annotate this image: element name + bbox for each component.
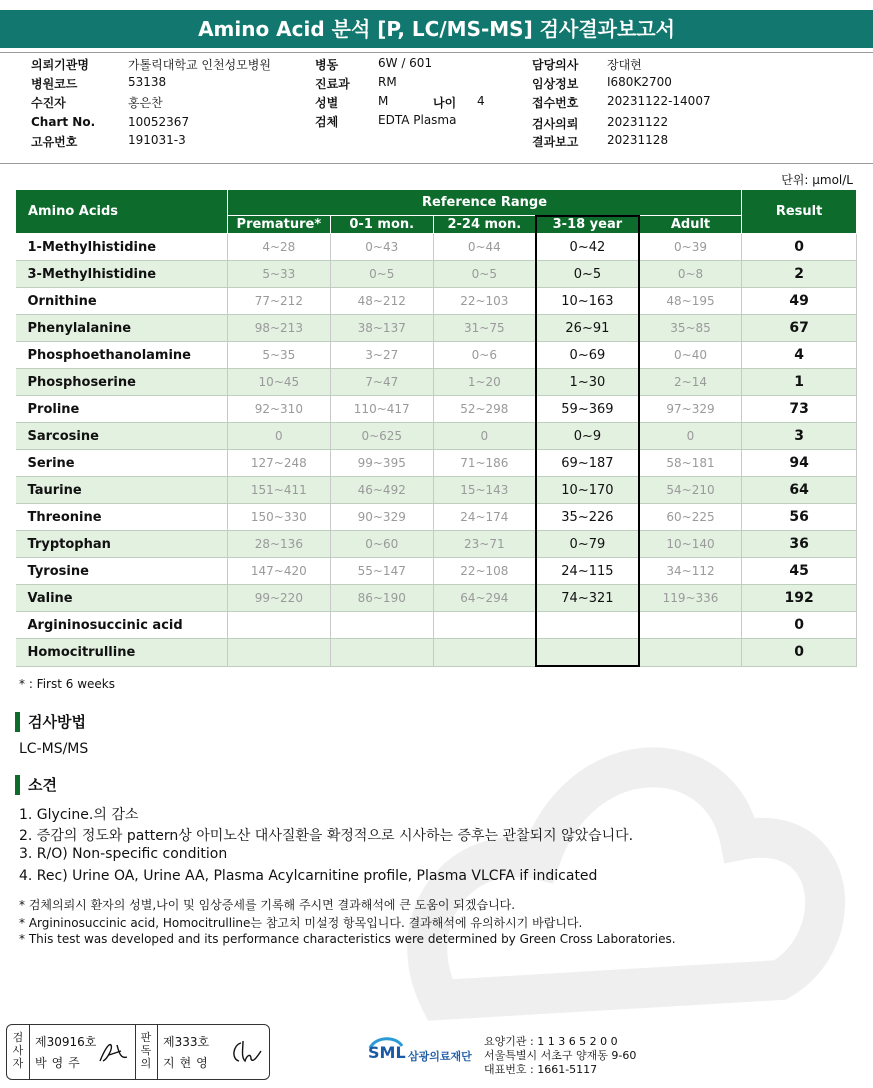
reference-range-cell: 150~330 <box>227 504 330 531</box>
reference-range-cell: 35~226 <box>536 504 639 531</box>
result-value: 36 <box>742 531 857 558</box>
reference-range-cell: 35~85 <box>639 315 742 342</box>
reference-range-cell: 0~69 <box>536 342 639 369</box>
table-row <box>16 531 857 558</box>
reference-range-cell: 74~321 <box>536 585 639 612</box>
amino-acid-name: Valine <box>16 585 228 612</box>
amino-acid-name: Serine <box>16 450 228 477</box>
label-unique-no: 고유번호 <box>31 135 78 149</box>
reference-range-cell: 77~212 <box>227 288 330 315</box>
reference-range-cell <box>330 639 433 667</box>
table-row <box>16 423 857 450</box>
header-col-3 <box>532 56 752 156</box>
value-hospital-code: 53138 <box>128 75 167 89</box>
signature-box <box>6 1024 270 1080</box>
finding-2: 2. 증감의 정도와 pattern상 아미노산 대사질환을 확정적으로 시사하는 증후는 관찰되지 않았습니다. <box>19 828 634 844</box>
value-department: RM <box>378 75 397 89</box>
sig-separator-3 <box>157 1025 158 1079</box>
reference-range-cell: 0 <box>639 423 742 450</box>
value-patient: 홍은찬 <box>128 96 163 110</box>
reference-range-cell: 99~395 <box>330 450 433 477</box>
examiner-signature <box>97 1039 131 1067</box>
reference-range-cell: 7~47 <box>330 369 433 396</box>
header-col-2 <box>315 56 515 156</box>
reference-range-cell: 22~103 <box>433 288 536 315</box>
reference-range-cell: 46~492 <box>330 477 433 504</box>
result-value: 94 <box>742 450 857 477</box>
result-value: 192 <box>742 585 857 612</box>
verifier-label: 판독의 <box>140 1031 152 1070</box>
amino-acid-name: 1-Methylhistidine <box>16 234 228 261</box>
header-ref-3-18-year: 3-18 year <box>536 216 639 234</box>
table-row <box>16 342 857 369</box>
reference-range-cell: 1~30 <box>536 369 639 396</box>
reference-range-cell: 92~310 <box>227 396 330 423</box>
reference-range-cell: 86~190 <box>330 585 433 612</box>
reference-range-cell: 4~28 <box>227 234 330 261</box>
label-clinical-info: 임상정보 <box>532 77 579 91</box>
value-clinical-info: I680K2700 <box>607 75 672 89</box>
header-divider-bottom <box>0 163 873 164</box>
header-ref-premature: Premature* <box>227 216 330 234</box>
value-ward: 6W / 601 <box>378 56 433 70</box>
amino-acid-name: Sarcosine <box>16 423 228 450</box>
reference-range-cell: 38~137 <box>330 315 433 342</box>
amino-acid-name: Ornithine <box>16 288 228 315</box>
label-request-date: 검사의뢰 <box>532 117 579 131</box>
report-title: Amino Acid 분석 [P, LC/MS-MS] 검사결과보고서 <box>0 10 873 48</box>
amino-acid-name: Phenylalanine <box>16 315 228 342</box>
reference-range-cell: 119~336 <box>639 585 742 612</box>
reference-range-cell: 52~298 <box>433 396 536 423</box>
sig-separator-1 <box>29 1025 30 1079</box>
label-chart-no: Chart No. <box>31 115 96 129</box>
reference-range-cell <box>330 612 433 639</box>
reference-range-cell <box>536 612 639 639</box>
reference-range-cell: 0~5 <box>536 261 639 288</box>
amino-acid-name: Phosphoserine <box>16 369 228 396</box>
reference-range-cell: 2~14 <box>639 369 742 396</box>
examiner-license-no: 제30916호 <box>35 1035 97 1049</box>
header-divider-top <box>0 52 873 53</box>
amino-acid-name: Phosphoethanolamine <box>16 342 228 369</box>
reference-range-cell: 0~5 <box>433 261 536 288</box>
reference-range-cell <box>639 639 742 667</box>
label-requesting-institution: 의뢰기관명 <box>31 58 89 72</box>
finding-3: 3. R/O) Non-specific condition <box>19 846 228 862</box>
reference-range-cell: 0~40 <box>639 342 742 369</box>
result-value: 0 <box>742 612 857 639</box>
institution-phone: 대표번호 : 1661-5117 <box>484 1063 598 1076</box>
amino-acid-name: Proline <box>16 396 228 423</box>
verifier-name: 지현영 <box>163 1056 213 1070</box>
reference-range-cell: 0~625 <box>330 423 433 450</box>
method-section-title: 검사방법 <box>15 712 86 732</box>
result-value: 0 <box>742 639 857 667</box>
label-report-date: 결과보고 <box>532 135 579 149</box>
table-row <box>16 396 857 423</box>
reference-range-cell: 0 <box>433 423 536 450</box>
result-value: 64 <box>742 477 857 504</box>
reference-range-cell <box>227 612 330 639</box>
table-row <box>16 288 857 315</box>
label-sex: 성별 <box>315 96 339 110</box>
reference-range-cell: 5~35 <box>227 342 330 369</box>
reference-range-cell: 97~329 <box>639 396 742 423</box>
header-col-1 <box>31 56 291 156</box>
amino-acid-name: Taurine <box>16 477 228 504</box>
examiner-name: 박영주 <box>35 1056 85 1070</box>
reference-range-cell: 71~186 <box>433 450 536 477</box>
table-row <box>16 504 857 531</box>
reference-range-cell: 69~187 <box>536 450 639 477</box>
examiner-label: 검사자 <box>12 1031 24 1070</box>
value-specimen: EDTA Plasma <box>378 113 457 127</box>
reference-range-cell: 54~210 <box>639 477 742 504</box>
note-3: * This test was developed and its performance characteristics were determined by Green Cross Laboratories. <box>19 932 676 946</box>
value-request-date: 20231122 <box>607 115 669 129</box>
table-row <box>16 261 857 288</box>
amino-acid-name: Argininosuccinic acid <box>16 612 228 639</box>
label-specimen: 검체 <box>315 115 339 129</box>
reference-range-cell: 0~79 <box>536 531 639 558</box>
reference-range-cell: 0~9 <box>536 423 639 450</box>
reference-range-cell: 147~420 <box>227 558 330 585</box>
table-row <box>16 585 857 612</box>
label-department: 진료과 <box>315 77 350 91</box>
value-requesting-institution: 가톨릭대학교 인천성모병원 <box>128 58 271 72</box>
reference-range-cell: 22~108 <box>433 558 536 585</box>
reference-range-cell: 0~42 <box>536 234 639 261</box>
reference-range-cell: 0~5 <box>330 261 433 288</box>
value-unique-no: 191031-3 <box>128 133 186 147</box>
reference-range-cell: 0~60 <box>330 531 433 558</box>
reference-range-cell: 55~147 <box>330 558 433 585</box>
unit-label: 단위: μmol/L <box>781 173 853 187</box>
reference-range-cell: 0~43 <box>330 234 433 261</box>
value-chart-no: 10052367 <box>128 115 190 129</box>
header-reference-range: Reference Range <box>227 190 741 216</box>
value-age: 4 <box>477 94 485 108</box>
table-row <box>16 315 857 342</box>
reference-range-cell: 10~163 <box>536 288 639 315</box>
finding-4: 4. Rec) Urine OA, Urine AA, Plasma Acylcarnitine profile, Plasma VLCFA if indicated <box>19 868 598 884</box>
reference-range-cell: 0~8 <box>639 261 742 288</box>
sig-separator-2 <box>135 1025 136 1079</box>
sml-logo-text: SML <box>368 1043 406 1062</box>
reference-range-cell: 127~248 <box>227 450 330 477</box>
reference-range-cell: 34~112 <box>639 558 742 585</box>
table-row <box>16 477 857 504</box>
result-value: 56 <box>742 504 857 531</box>
reference-range-cell <box>227 639 330 667</box>
reference-range-cell: 64~294 <box>433 585 536 612</box>
amino-acid-name: Tryptophan <box>16 531 228 558</box>
reference-range-cell: 5~33 <box>227 261 330 288</box>
reference-range-cell: 60~225 <box>639 504 742 531</box>
reference-range-cell: 23~71 <box>433 531 536 558</box>
result-value: 3 <box>742 423 857 450</box>
result-value: 1 <box>742 369 857 396</box>
result-value: 73 <box>742 396 857 423</box>
reference-range-cell <box>433 612 536 639</box>
note-2: * Argininosuccinic acid, Homocitrulline는 참고치 미설정 항목입니다. 결과해석에 유의하시기 바랍니다. <box>19 916 583 930</box>
verifier-signature <box>227 1037 263 1067</box>
result-value: 45 <box>742 558 857 585</box>
label-ward: 병동 <box>315 58 339 72</box>
result-value: 67 <box>742 315 857 342</box>
reference-range-cell: 15~143 <box>433 477 536 504</box>
value-sex: M <box>378 94 389 108</box>
reference-range-cell: 3~27 <box>330 342 433 369</box>
label-age: 나이 <box>433 96 457 110</box>
findings-section-title: 소견 <box>15 775 57 795</box>
reference-range-cell: 26~91 <box>536 315 639 342</box>
amino-acid-name: Homocitrulline <box>16 639 228 667</box>
table-row <box>16 612 857 639</box>
method-section-body: LC-MS/MS <box>19 741 89 757</box>
reference-range-cell: 1~20 <box>433 369 536 396</box>
reference-range-cell: 24~174 <box>433 504 536 531</box>
label-physician: 담당의사 <box>532 58 579 72</box>
value-physician: 장대현 <box>607 58 642 72</box>
reference-range-cell: 0~6 <box>433 342 536 369</box>
institution-code: 요양기관 : 1 1 3 6 5 2 0 0 <box>484 1035 618 1048</box>
table-row <box>16 369 857 396</box>
label-hospital-code: 병원코드 <box>31 77 78 91</box>
reference-range-cell: 10~140 <box>639 531 742 558</box>
reference-range-cell <box>536 639 639 667</box>
result-value: 0 <box>742 234 857 261</box>
table-row <box>16 450 857 477</box>
table-footnote: * : First 6 weeks <box>19 677 115 691</box>
institution-address: 서울특별시 서초구 양재동 9-60 <box>484 1049 637 1062</box>
reference-range-cell: 10~45 <box>227 369 330 396</box>
reference-range-cell: 151~411 <box>227 477 330 504</box>
reference-range-cell: 58~181 <box>639 450 742 477</box>
table-row <box>16 558 857 585</box>
header-ref-0-1-mon: 0-1 mon. <box>330 216 433 234</box>
table-row <box>16 639 857 667</box>
result-value: 2 <box>742 261 857 288</box>
reference-range-cell: 0~39 <box>639 234 742 261</box>
value-report-date: 20231128 <box>607 133 669 147</box>
reference-range-cell: 24~115 <box>536 558 639 585</box>
reference-range-cell: 48~212 <box>330 288 433 315</box>
reference-range-cell <box>639 612 742 639</box>
result-value: 49 <box>742 288 857 315</box>
header-ref-2-24-mon: 2-24 mon. <box>433 216 536 234</box>
result-value: 4 <box>742 342 857 369</box>
header-ref-adult: Adult <box>639 216 742 234</box>
note-1: * 검체의뢰시 환자의 성별,나이 및 임상증세를 기록해 주시면 결과해석에 큰 도움이 되겠습니다. <box>19 898 516 912</box>
amino-acid-name: Threonine <box>16 504 228 531</box>
label-receipt-no: 접수번호 <box>532 96 579 110</box>
institution-name: 삼광의료재단 <box>408 1050 472 1063</box>
amino-acid-name: 3-Methylhistidine <box>16 261 228 288</box>
reference-range-cell: 10~170 <box>536 477 639 504</box>
header-result: Result <box>742 190 857 234</box>
reference-range-cell: 31~75 <box>433 315 536 342</box>
reference-range-cell: 99~220 <box>227 585 330 612</box>
reference-range-cell: 28~136 <box>227 531 330 558</box>
reference-range-cell: 59~369 <box>536 396 639 423</box>
amino-acid-table-body <box>16 234 857 667</box>
reference-range-cell <box>433 639 536 667</box>
verifier-license-no: 제333호 <box>163 1035 210 1049</box>
value-receipt-no: 20231122-14007 <box>607 94 711 108</box>
reference-range-cell: 90~329 <box>330 504 433 531</box>
reference-range-cell: 110~417 <box>330 396 433 423</box>
amino-acid-name: Tyrosine <box>16 558 228 585</box>
amino-acid-table <box>15 189 857 667</box>
header-amino-acids: Amino Acids <box>16 190 228 234</box>
reference-range-cell: 48~195 <box>639 288 742 315</box>
finding-1: 1. Glycine.의 감소 <box>19 807 139 823</box>
label-patient: 수진자 <box>31 96 66 110</box>
table-row <box>16 234 857 261</box>
reference-range-cell: 0~44 <box>433 234 536 261</box>
reference-range-cell: 0 <box>227 423 330 450</box>
reference-range-cell: 98~213 <box>227 315 330 342</box>
